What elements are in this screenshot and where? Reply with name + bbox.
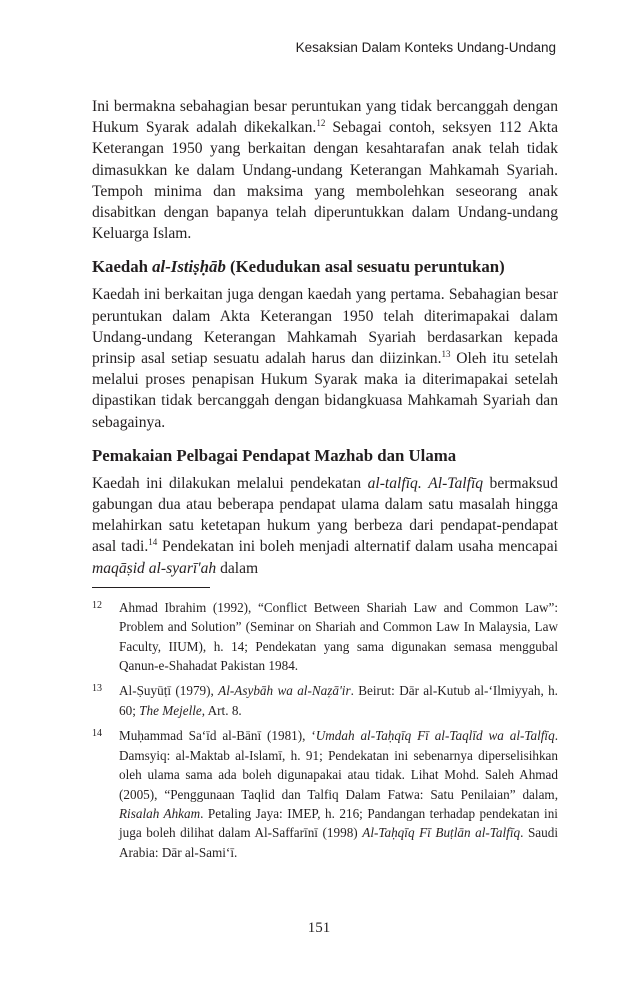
footnote-book-title: The Mejelle [139,702,202,718]
footnote-14 [92,726,558,862]
footnote-book-title: Al-Taḥqīq Fī Buṭlān al-Talfīq [362,825,521,841]
footnote-number: 13 [92,683,102,695]
footnote-book-title: Umdah al-Taḥqīq Fī al-Taqlīd wa al-Talfīq [315,728,555,744]
paragraph-text: bermaksud gabungan dua atau beberapa pendapat ulama dalam satu masalah hingga melahirkan satu ketetapan hukum yang berbeza dari pendapat-pendapat asal tadi. [92,474,558,556]
heading-term: al-Istiṣḥāb [152,257,226,277]
paragraph-text: Sebagai contoh, seksyen 112 Akta Keterangan 1950 yang berkaitan dengan kesahtarafan anak telah tidak dimasukkan ke dalam Undang-undang Keterangan Mahkamah Syariah. Tempoh minima dan maksima yang membolehkan seseorang anak disabitkan dengan bapanya telah diperuntukkan dalam Undang-undang Keluarga Islam. [92,119,559,243]
footnote-12 [92,598,558,676]
footnote-number: 14 [92,728,102,740]
footnote-book-title: Risalah Ahkam [119,805,201,821]
footnote-divider [92,587,210,588]
running-head: Kesaksian Dalam Konteks Undang-Undang [295,40,556,55]
footnote-text [119,726,558,862]
page-content [92,96,558,868]
paragraph-text: Oleh itu setelah melalui proses penapisan Hukum Syarak maka ia diterimapakai setelah dipastikan tidak bercanggah dengan bidangkuasa Mahkamah Syariah dan sebagainya. [92,350,558,431]
footnote-ref-13[interactable]: 13 [441,348,451,359]
section-heading-istishab [92,256,558,278]
footnote-text-part: . Beirut: Dār al-Kutub al-‘Ilmiyyah, h. 60; [119,683,558,718]
footnote-ref-14[interactable]: 14 [148,537,158,548]
footnote-text-part: . Saudi Arabia: Dār al-Sami‘ī. [119,825,558,860]
paragraph-istishab [92,284,558,432]
footnote-book-title: Al-Asybāh wa al-Naẓā'ir [218,683,351,699]
footnote-text: Ahmad Ibrahim (1992), “Conflict Between Shariah Law and Common Law”: Problem and Solution” (Seminar on Shariah and Common Law In Malaysia, Law Faculty, IIUM), h. 14; Pendekatan yang sama digunakan semasa menggubal Qanun-e-Shahadat Pakistan 1984. [119,599,558,674]
heading-text: (Kedudukan asal sesuatu peruntukan) [225,257,505,277]
paragraph-text: dalam [216,559,259,577]
paragraph-text: Pendekatan ini boleh menjadi alternatif dalam usaha mencapai [157,538,558,556]
section-heading-mazhab: Pemakaian Pelbagai Pendapat Mazhab dan Ulama [92,445,457,465]
paragraph-talfiq [92,473,558,579]
footnote-text-part: . Damsyiq: al-Maktab al-Islamī, h. 91; Pendekatan ini sebenarnya diperselisihkan oleh ulama sama ada boleh digunapakai atau tidak. Lihat Mohd. Saleh Ahmad (2005), “Penggunaan Taqlid dan Talfiq Dalam Fatwa: Satu Penilaian” dalam, [119,728,558,802]
footnote-ref-12[interactable]: 12 [316,118,326,129]
page-number: 151 [307,920,331,936]
footnote-number: 12 [92,599,102,611]
italic-term: Al-Talfīq [428,474,484,492]
paragraph-text: Ini bermakna sebahagian besar peruntukan yang tidak bercanggah dengan Hukum Syarak adalah dikekalkan. [92,98,558,137]
footnote-text-part: , Art. 8. [201,702,242,718]
heading-text: Kaedah [92,257,153,277]
footnote-text-part: . Petaling Jaya: IMEP, h. 216; Pandangan terhadap pendekatan ini juga boleh dilihat dalam Al-Saffarīnī (1998) [119,805,558,841]
paragraph-text: Kaedah ini dilakukan melalui pendekatan [92,474,368,492]
italic-term: maqāṣid al-syarī'ah [92,559,217,577]
footnote-13 [92,681,558,720]
paragraph-intro [92,96,558,244]
footnote-text-part: Muḥammad Sa‘īd al-Bānī (1981), ‘ [119,728,316,744]
footnote-text [119,681,558,720]
italic-term: al-talfīq. [367,474,422,492]
footnote-text-part: Al-Ṣuyūṭī (1979), [119,683,219,699]
paragraph-text: Kaedah ini berkaitan juga dengan kaedah yang pertama. Sebahagian besar peruntukan dalam Akta Keterangan 1950 telah diterimapakai dalam Undang-undang Keterangan Mahkamah Syariah berdasarkan kepada prinsip asal setiap sesuatu adalah harus dan diizinkan. [92,286,558,368]
